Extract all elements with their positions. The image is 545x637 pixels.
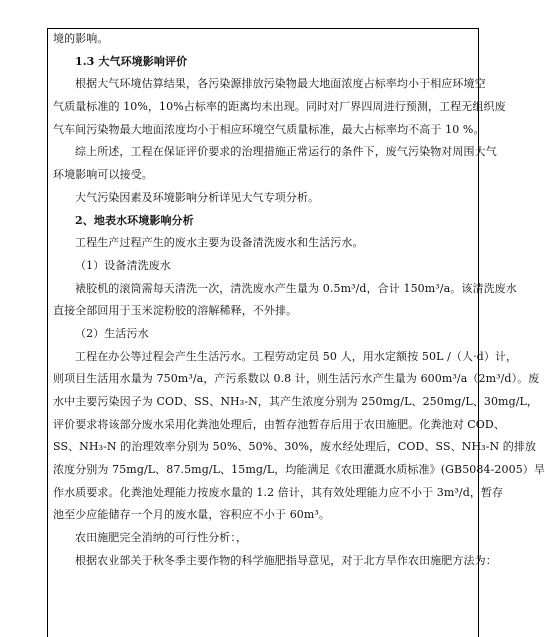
text-line: 2、地表水环境影响分析 — [75, 213, 194, 227]
text-line: 工程在办公等过程会产生生活污水。工程劳动定员 50 人，用水定额按 50L /（人·d）计， — [75, 349, 518, 363]
text-line: SS、NH₃-N 的治理效率分别为 50%、50%、30%，废水经处理后，COD、SS、NH₃-N 的排放 — [53, 440, 537, 454]
text-line: （1）设备清洗废水 — [75, 258, 171, 272]
text-line: 工程生产过程产生的废水主要为设备清洗废水和生活污水。 — [75, 236, 364, 250]
text-line: 根据农业部关于秋冬季主要作物的科学施肥指导意见，对于北方旱作农田施肥方法为： — [75, 553, 497, 567]
text-line: 气质量标准的 10%，10%占标率的距离均未出现。同时对厂界四周进行预测，工程无组织废 — [53, 100, 506, 114]
text-line: 根据大气环境估算结果，各污染源排放污染物最大地面浓度占标率均小于相应环境空 — [75, 77, 486, 91]
document-body — [53, 28, 545, 573]
text-line: 气车间污染物最大地面浓度均小于相应环境空气质量标准，最大占标率均不高于 10 %。 — [53, 122, 485, 136]
text-line: 直接全部回用于玉米淀粉胶的溶解稀释，不外排。 — [53, 304, 298, 318]
text-line: 浓度分别为 75mg/L、87.5mg/L、15mg/L，均能满足《农田灌溉水质标准》(GB5084-2005）旱 — [53, 463, 545, 477]
text-line: 综上所述，工程在保证评价要求的治理措施正常运行的条件下，废气污染物对周围大气 — [75, 145, 497, 159]
text-line: 作水质要求。化粪池处理能力按废水量的 1.2 倍计，其有效处理能力应不小于 3m³/d，暂存 — [53, 485, 504, 499]
text-line: 裱胶机的滚筒需每天清洗一次，清洗废水产生量为 0.5m³/d，合计 150m³/a。该清洗废水 — [75, 281, 517, 295]
text-line: （2）生活污水 — [75, 326, 149, 340]
text-line: 1.3 大气环境影响评价 — [75, 54, 188, 68]
text-line: 则项目生活用水量为 750m³/a，产污系数以 0.8 计，则生活污水产生量为 600m³/a（2m³/d）。废 — [53, 372, 540, 386]
text-line: 农田施肥完全消纳的可行性分析：， — [75, 531, 248, 545]
text-line: 大气污染因素及环境影响分析详见大气专项分析。 — [75, 190, 320, 204]
text-line: 评价要求将该部分废水采用化粪池处理后，由暂存池暂存后用于农田施肥。化粪池对 COD、 — [53, 417, 505, 431]
text-line: 环境影响可以接受。 — [53, 168, 153, 182]
text-line: 境的影响。 — [53, 32, 109, 45]
text-line: 池至少应能储存一个月的废水量，容积应不小于 60m³。 — [53, 508, 331, 522]
text-line: 水中主要污染因子为 COD、SS、NH₃-N，其产生浓度分别为 250mg/L、250mg/L、30mg/L， — [53, 395, 539, 408]
